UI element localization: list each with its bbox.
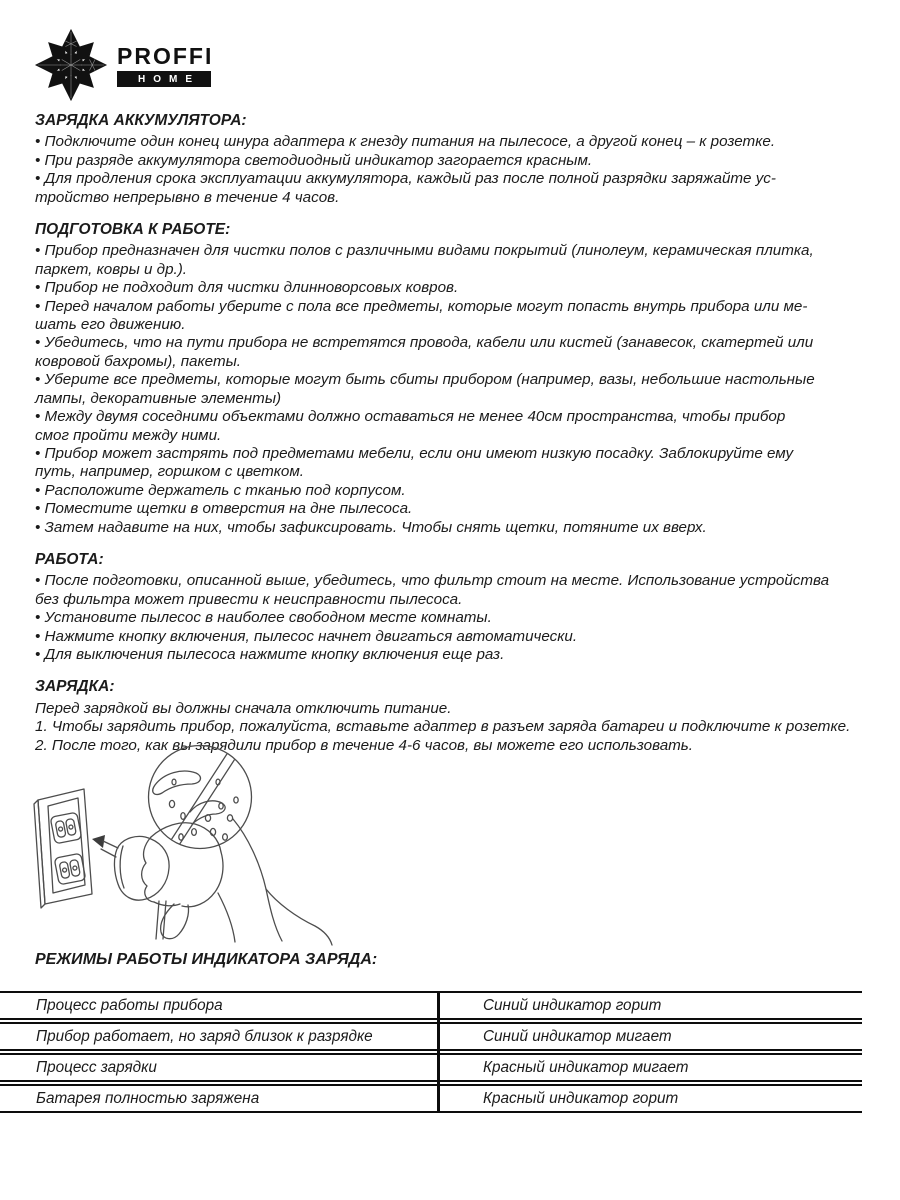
text-line: паркет, ковры и др.). <box>35 260 188 278</box>
text-line: • Для продления срока эксплуатации аккумулятора, каждый раз после полной разрядки заряжайте ус- <box>35 170 776 188</box>
table-row <box>0 991 862 1020</box>
text-line: 1. Чтобы зарядить прибор, пожалуйста, вставьте адаптер в разъем заряда батареи и подключите к розетке. <box>35 718 851 736</box>
text-line: лампы, декоративные элементы) <box>35 389 282 407</box>
text-line: • Установите пылесос в наиболее свободном месте комнаты. <box>35 609 492 627</box>
manual-text <box>35 112 875 769</box>
text-line: • Уберите все предметы, которые могут быть сбиты прибором (например, вазы, небольшие настольные <box>35 371 815 389</box>
section-heading: ЗАРЯДКА: <box>35 678 115 696</box>
closeup-inset-circle <box>149 742 252 859</box>
text-line: • После подготовки, описанной выше, убедитесь, что фильтр стоит на месте. Использование устройства <box>35 572 830 590</box>
text-line: • Нажмите кнопку включения, пылесос начнет двигаться автоматически. <box>35 627 578 645</box>
text-line: • Поместите щетки в отверстия на дне пылесоса. <box>35 500 413 518</box>
table-cell-mode: Процесс работы прибора <box>36 996 223 1014</box>
text-line: тройство непрерывно в течение 4 часов. <box>35 188 340 206</box>
indicator-table-heading: РЕЖИМЫ РАБОТЫ ИНДИКАТОРА ЗАРЯДА: <box>35 951 378 968</box>
text-line: • Убедитесь, что на пути прибора не встретятся провода, кабели или кистей (занавесок, скатертей или <box>35 334 814 352</box>
table-cell-mode: Батарея полностью заряжена <box>36 1089 260 1107</box>
brand-logo <box>34 26 213 104</box>
brand-name: PROFFI <box>117 43 214 69</box>
section-heading: ЗАРЯДКА АККУМУЛЯТОРА: <box>35 112 247 129</box>
table-cell-mode: Прибор работает, но заряд близок к разрядке <box>36 1027 373 1045</box>
hand <box>142 819 332 945</box>
text-line: • При разряде аккумулятора светодиодный индикатор загорается красным. <box>35 151 593 169</box>
socket-upper <box>50 812 82 844</box>
section-heading: ПОДГОТОВКА К РАБОТЕ: <box>35 221 231 239</box>
socket-lower <box>54 853 86 885</box>
text-line: смог пройти между ними. <box>35 426 222 444</box>
table-cell-indicator: Синий индикатор мигает <box>483 1027 672 1045</box>
table-row <box>0 1084 862 1113</box>
power-plug <box>92 835 169 900</box>
section-heading: РАБОТА: <box>35 550 104 568</box>
text-line: • Расположите держатель с тканью под корпусом. <box>35 481 406 499</box>
table-cell-indicator: Синий индикатор горит <box>483 996 662 1014</box>
table-row <box>0 1053 862 1082</box>
text-line: • Перед началом работы уберите с пола все предметы, которые могут попасть внутрь прибора или ме- <box>35 297 808 315</box>
text-line: шать его движению. <box>35 316 186 334</box>
text-line: • Затем надавите на них, чтобы зафиксировать. Чтобы снять щетки, потяните их вверх. <box>35 518 707 536</box>
table-column-divider <box>437 991 440 1113</box>
table-cell-indicator: Красный индикатор горит <box>483 1089 679 1107</box>
section-preparation <box>35 221 875 537</box>
section-operation <box>35 551 875 664</box>
text-line: ковровой бахромы), пакеты. <box>35 352 242 370</box>
text-line: • Для выключения пылесоса нажмите кнопку включения еще раз. <box>35 645 505 663</box>
table-cell-mode: Процесс зарядки <box>36 1058 157 1076</box>
table-cell-indicator: Красный индикатор мигает <box>483 1058 689 1076</box>
wall-outlet <box>34 789 92 908</box>
charging-illustration <box>22 742 342 947</box>
brand-sub: HOME <box>117 71 211 87</box>
text-line: путь, например, горшком с цветком. <box>35 463 304 481</box>
text-line: • Прибор может застрять под предметами мебели, если они имеют низкую посадку. Заблокируйте ему <box>35 444 794 462</box>
text-line: • Прибор предназначен для чистки полов с различными видами покрытий (линолеум, керамическая плитка, <box>35 242 814 260</box>
text-line: без фильтра может привести к неисправности пылесоса. <box>35 590 463 608</box>
sun-logo-icon <box>34 26 108 104</box>
section-battery-charging <box>35 112 875 207</box>
brand-text <box>117 45 213 104</box>
text-line: Перед зарядкой вы должны сначала отключить питание. <box>35 699 452 717</box>
text-line: 2. После того, как вы зарядили прибор в течение 4-6 часов, вы можете его использовать. <box>35 736 693 754</box>
text-line: • Подключите один конец шнура адаптера к гнезду питания на пылесосе, а другой конец – к розетке. <box>35 133 776 151</box>
text-line: • Прибор не подходит для чистки длинноворсовых ковров. <box>35 279 459 297</box>
table-row <box>0 1022 862 1051</box>
text-line: • Между двумя соседними объектами должно оставаться не менее 40см пространства, чтобы прибор <box>35 408 786 426</box>
indicator-table <box>0 991 862 1113</box>
